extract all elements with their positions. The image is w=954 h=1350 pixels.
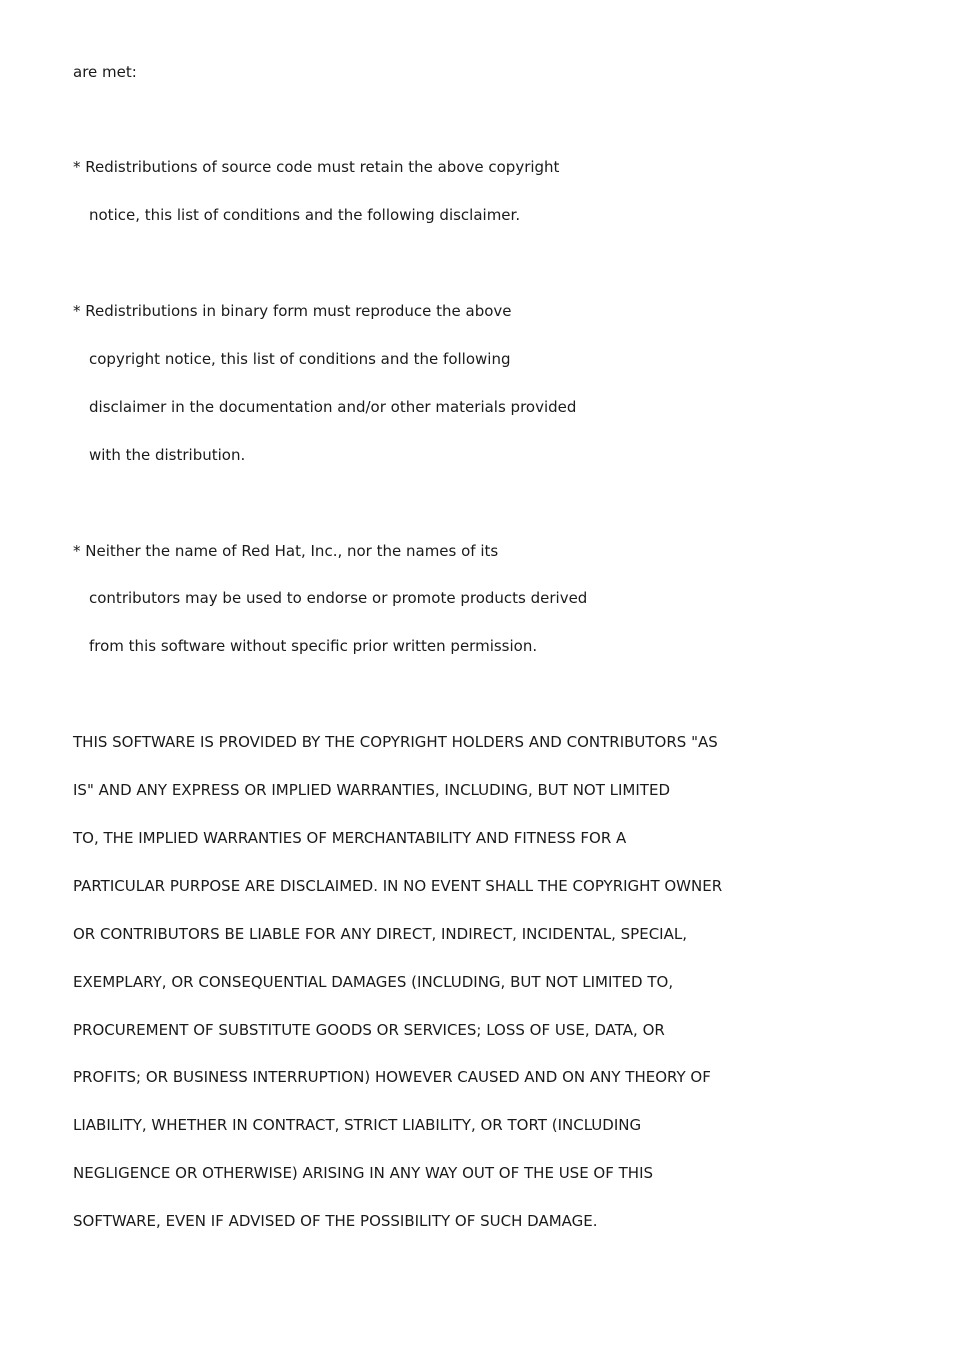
disclaimer-line-9: LIABILITY, WHETHER IN CONTRACT, STRICT LIABILITY, OR TORT (INCLUDING — [73, 1116, 642, 1134]
disclaimer-line-10: NEGLIGENCE OR OTHERWISE) ARISING IN ANY WAY OUT OF THE USE OF THIS — [73, 1164, 654, 1182]
text-line-intro: are met: — [73, 63, 137, 81]
clause-2-line-3: disclaimer in the documentation and/or other materials provided — [89, 398, 577, 416]
clause-3-line-1: * Neither the name of Red Hat, Inc., nor the names of its — [73, 542, 499, 560]
clause-3-line-3: from this software without specific prior written permission. — [89, 637, 538, 655]
disclaimer-line-11: SOFTWARE, EVEN IF ADVISED OF THE POSSIBILITY OF SUCH DAMAGE. — [73, 1212, 598, 1230]
disclaimer-line-8: PROFITS; OR BUSINESS INTERRUPTION) HOWEVER CAUSED AND ON ANY THEORY OF — [73, 1068, 711, 1086]
disclaimer-line-6: EXEMPLARY, OR CONSEQUENTIAL DAMAGES (INCLUDING, BUT NOT LIMITED TO, — [73, 973, 674, 991]
clause-2-line-1: * Redistributions in binary form must reproduce the above — [73, 302, 512, 320]
clause-2-line-2: copyright notice, this list of conditions and the following — [89, 350, 511, 368]
clause-2-line-4: with the distribution. — [89, 446, 246, 464]
clause-3-line-2: contributors may be used to endorse or promote products derived — [89, 589, 588, 607]
disclaimer-line-2: IS" AND ANY EXPRESS OR IMPLIED WARRANTIES, INCLUDING, BUT NOT LIMITED — [73, 781, 670, 799]
clause-1-line-2: notice, this list of conditions and the following disclaimer. — [89, 206, 521, 224]
disclaimer-line-7: PROCUREMENT OF SUBSTITUTE GOODS OR SERVICES; LOSS OF USE, DATA, OR — [73, 1021, 665, 1039]
disclaimer-line-3: TO, THE IMPLIED WARRANTIES OF MERCHANTABILITY AND FITNESS FOR A — [73, 829, 627, 847]
clause-1-line-1: * Redistributions of source code must retain the above copyright — [73, 158, 560, 176]
disclaimer-line-4: PARTICULAR PURPOSE ARE DISCLAIMED. IN NO EVENT SHALL THE COPYRIGHT OWNER — [73, 877, 723, 895]
disclaimer-line-5: OR CONTRIBUTORS BE LIABLE FOR ANY DIRECT, INDIRECT, INCIDENTAL, SPECIAL, — [73, 925, 687, 943]
disclaimer-line-1: THIS SOFTWARE IS PROVIDED BY THE COPYRIGHT HOLDERS AND CONTRIBUTORS "AS — [73, 733, 718, 751]
